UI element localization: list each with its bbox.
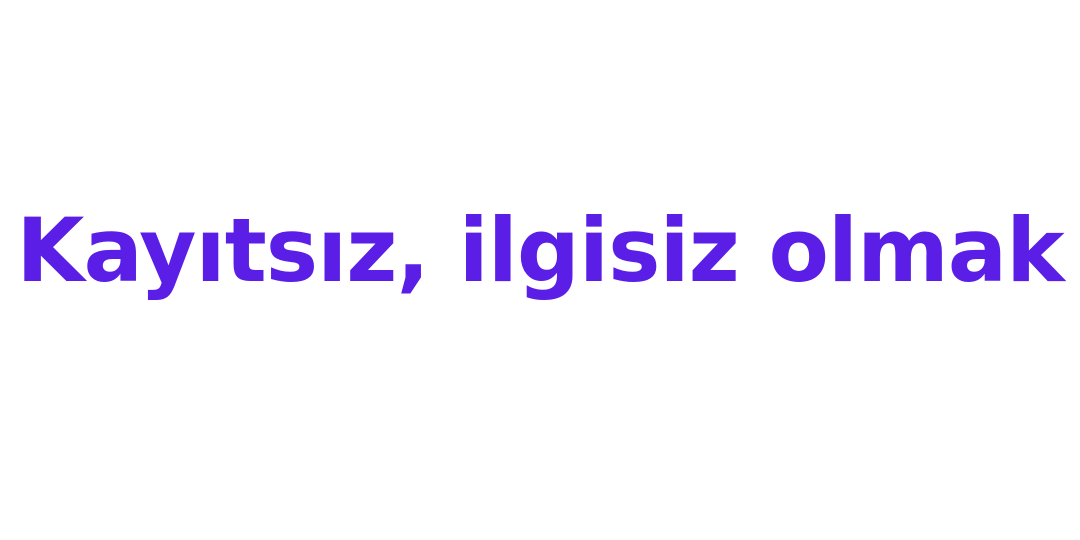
phrase-text: Kayıtsız, ilgisiz olmak (16, 199, 1064, 302)
